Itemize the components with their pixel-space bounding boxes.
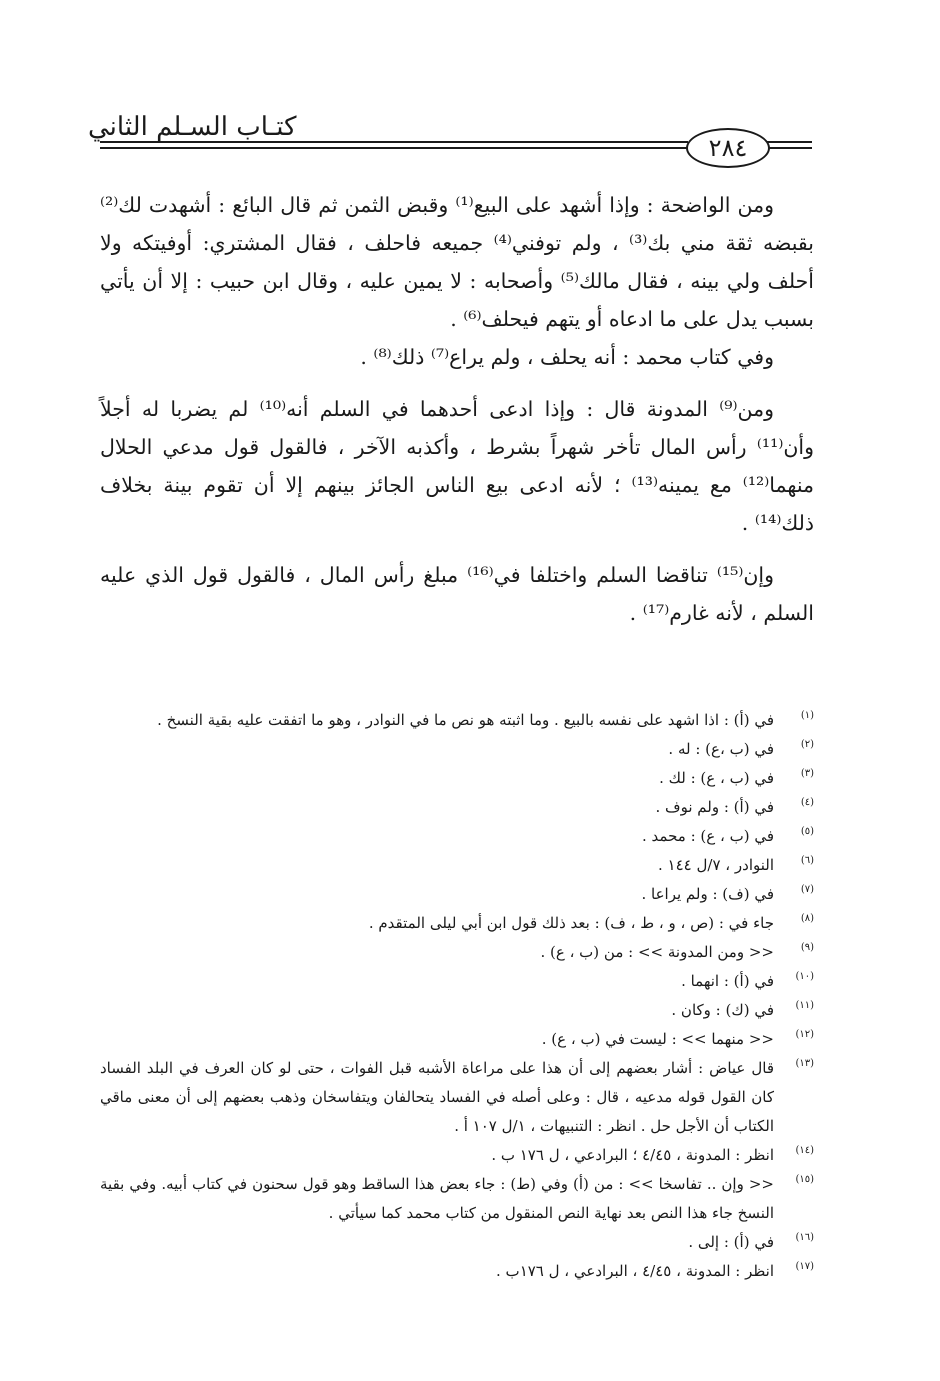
- footnote-number: (١٠): [795, 971, 814, 982]
- paragraph-gap: [100, 376, 814, 390]
- footnote-number: (١٣): [795, 1058, 814, 1069]
- footnote-text: << وإن .. تفاسخا >> : من (أ) وفي (ط) : جاء بعض هذا الساقط وهو قول سحنون في كتاب أبيه. وفي بقية النسخ جاء هذا النص بعد نهاية النص المنقول من كتاب محمد كما سيأتي .: [100, 1175, 774, 1222]
- header-rule-bottom-left: [100, 147, 688, 149]
- footnote-text: << ومن المدونة >> : من (ب ، ع) .: [540, 943, 774, 961]
- footnote-number: (٣): [800, 768, 814, 779]
- footnote-number: (١٥): [795, 1174, 814, 1185]
- footnote-text: في (أ) : اذا اشهد على نفسه بالبيع . وما اثبته هو نص ما في النوادر ، وهو ما اتفقت عليه بقية النسخ .: [157, 711, 774, 729]
- footnote-number: (٤): [800, 797, 814, 808]
- footnote-12: [100, 1025, 814, 1054]
- footnote-text: في (ب ، ع) : لك .: [659, 769, 774, 787]
- paragraph-1: ومن الواضحة : وإذا أشهد على البيع⁽¹⁾ وقبض الثمن ثم قال البائع : أشهدت لك⁽²⁾ بقبضه ثقة مني بك⁽³⁾ ، ولم توفني⁽⁴⁾ جميعه فاحلف ، فقال المشتري: أوفيتكه ولا أحلف ولي بينه ، فقال مالك⁽⁵⁾ وأصحابه : لا يمين عليه ، وقال ابن حبيب : إلا أن يأتي بسبب يدل على ما ادعاه أو يتهم فيحلف⁽⁶⁾ .: [100, 193, 814, 331]
- footnote-number: (١٤): [795, 1145, 814, 1156]
- footnote-5: [100, 822, 814, 851]
- footnote-11: [100, 996, 814, 1025]
- footnote-3: [100, 764, 814, 793]
- footnote-number: (٥): [800, 826, 814, 837]
- footnote-text: انظر : المدونة ، ٤/٤٥ ، البرادعي ، ل ١٧٦ب .: [496, 1262, 774, 1280]
- footnote-text: في (ب ، ع) : محمد .: [642, 827, 774, 845]
- footnote-8: [100, 909, 814, 938]
- footnote-16: [100, 1228, 814, 1257]
- running-header-title: كتـاب السـلم الثاني: [88, 112, 297, 142]
- footnote-6: [100, 851, 814, 880]
- footnote-text: جاء في : (ص ، و ، ط ، ف) : بعد ذلك قول ابن أبي ليلى المتقدم .: [368, 914, 774, 932]
- page-number: ٢٨٤: [686, 128, 770, 168]
- footnote-text: في (ف) : ولم يراعا .: [641, 885, 774, 903]
- footnote-1: [100, 706, 814, 735]
- footnote-text: في (أ) : ولم نوف .: [655, 798, 774, 816]
- header-rule-top-left: [100, 141, 688, 143]
- paragraph-2: وفي كتاب محمد : أنه يحلف ، ولم يراع⁽⁷⁾ ذلك⁽⁸⁾ .: [360, 345, 774, 369]
- footnote-14: [100, 1141, 814, 1170]
- footnote-text: في (أ) : إلى .: [688, 1233, 774, 1251]
- footnote-text: قال عياض : أشار بعضهم إلى أن هذا على مراعاة الأشبه قبل الفوات ، حتى لو كان العرف في البلد الفساد كان القول قوله مدعيه ، قال : وعلى أصله في الفساد يتحالفان ويتفاسخان وذهب بعضهم إلى أن معنى ماقي الكتاب أن الأجل حل . انظر : التنبيهات ، ١/ل ١٠٧ أ .: [100, 1059, 774, 1135]
- footnote-number: (١٢): [795, 1029, 814, 1040]
- footnote-text: انظر : المدونة ، ٤/٤٥ ؛ البرادعي ، ل ١٧٦ ب .: [491, 1146, 774, 1164]
- footnote-number: (٢): [800, 739, 814, 750]
- footnote-number: (٩): [800, 942, 814, 953]
- footnote-text: النوادر ، ٧/ل ١٤٤ .: [658, 856, 774, 874]
- footnote-13: [100, 1054, 814, 1141]
- footnote-number: (٦): [800, 855, 814, 866]
- footnote-text: في (أ) : انهما .: [681, 972, 774, 990]
- footnote-4: [100, 793, 814, 822]
- header-rule-bottom-right: [764, 147, 812, 149]
- footnote-number: (٨): [800, 913, 814, 924]
- footnote-15: [100, 1170, 814, 1228]
- paragraph-4: وإن⁽¹⁵⁾ تناقضا السلم واختلفا في⁽¹⁶⁾ مبلغ رأس المال ، فالقول قول الذي عليه السلم ، لأنه غارم⁽¹⁷⁾ .: [100, 563, 814, 625]
- footnote-17: [100, 1257, 814, 1286]
- footnote-text: في (ب ،ع) : له .: [668, 740, 774, 758]
- footnote-number: (٧): [800, 884, 814, 895]
- footnotes: [100, 706, 814, 1286]
- footnote-2: [100, 735, 814, 764]
- footnote-7: [100, 880, 814, 909]
- footnote-9: [100, 938, 814, 967]
- footnote-number: (١): [800, 710, 814, 721]
- footnote-number: (١٧): [795, 1261, 814, 1272]
- footnote-text: << منهما >> : ليست في (ب ، ع) .: [541, 1030, 774, 1048]
- footnote-number: (١٦): [795, 1232, 814, 1243]
- paragraph-gap: [100, 542, 814, 556]
- main-text: [100, 186, 814, 632]
- footnote-text: في (ك) : وكان .: [671, 1001, 774, 1019]
- header-rule-top-right: [764, 141, 812, 143]
- footnote-number: (١١): [795, 1000, 814, 1011]
- footnote-10: [100, 967, 814, 996]
- paragraph-3: ومن⁽⁹⁾ المدونة قال : وإذا ادعى أحدهما في السلم أنه⁽¹⁰⁾ لم يضربا له أجلاً وأن⁽¹¹⁾ رأس المال تأخر شهراً بشرط ، وأكذبه الآخر ، فالقول قول مدعي الحلال منهما⁽¹²⁾ مع يمينه⁽¹³⁾ ؛ لأنه ادعى بيع الناس الجائز بينهم إلا أن تقوم بينة بخلاف ذلك⁽¹⁴⁾ .: [100, 397, 814, 535]
